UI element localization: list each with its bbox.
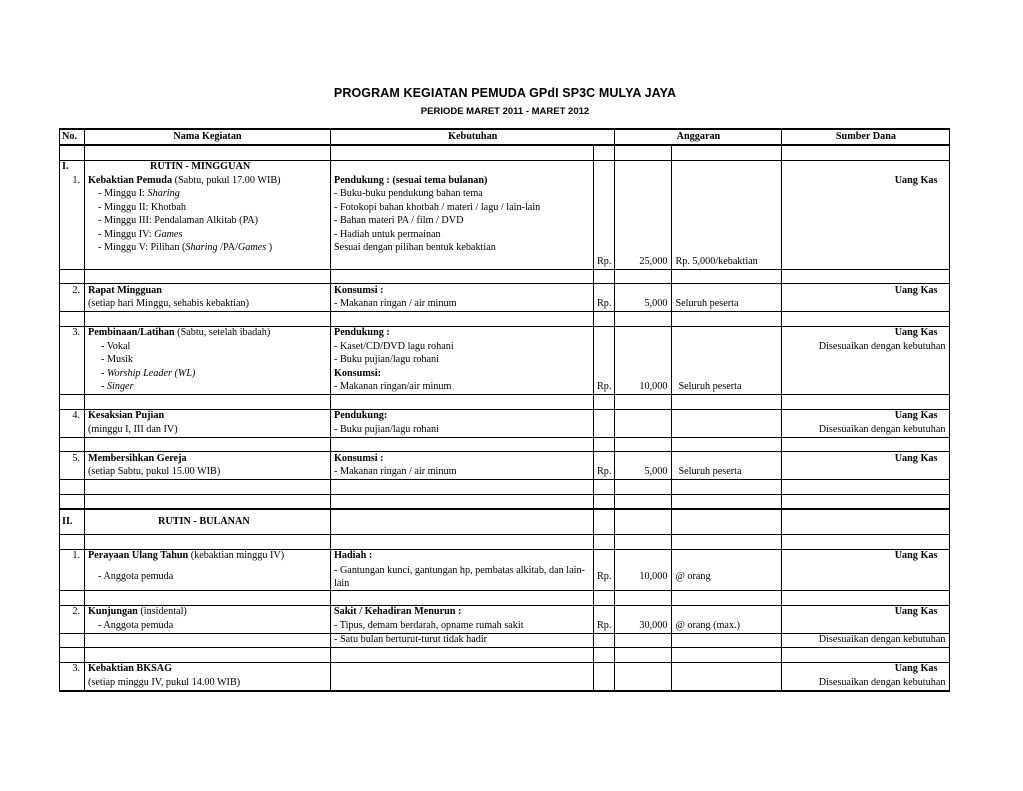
table-header-row [60, 129, 950, 145]
section-number: II. [60, 509, 85, 535]
fund-note: Disesuaikan dengan kebutuhan [782, 423, 950, 437]
need-item: - Buku-buku pendukung bahan tema [331, 188, 594, 202]
page-subtitle: PERIODE MARET 2011 - MARET 2012 [420, 106, 590, 117]
need-item: - Gantungan kunci, gantungan hp, pembatas alkitab, dan lain-lain [331, 563, 594, 591]
fund-source: Uang Kas [782, 605, 950, 619]
need-heading: Pendukung : [331, 326, 594, 340]
item-detail: (Sabtu, pukul 17.00 WIB) [172, 174, 281, 186]
currency: Rp. [594, 381, 615, 395]
sub-item: - Minggu V: Pilihan ( [98, 242, 186, 254]
amount-unit: Seluruh peserta [672, 466, 782, 480]
sub-item: - Vokal [101, 340, 131, 352]
table-row [60, 662, 950, 676]
need-item: - Buku pujian/lagu rohani [331, 354, 594, 368]
amount-unit: Seluruh peserta [672, 381, 782, 395]
section-number: I. [60, 160, 85, 174]
table-row [60, 605, 950, 619]
spacer-row [60, 269, 950, 284]
item-name: Kebaktian BKSAG [85, 662, 331, 676]
sub-item: - Minggu IV: [98, 228, 155, 240]
currency: Rp. [594, 619, 615, 633]
item-number: 3. [60, 662, 85, 676]
table-row [60, 409, 950, 423]
item-name: Kunjungan [88, 606, 138, 618]
spacer-row [60, 591, 950, 606]
item-number: 5. [60, 452, 85, 466]
amount-unit: @ orang [672, 563, 782, 591]
spacer-row [60, 395, 950, 410]
spacer-row [60, 480, 950, 495]
sub-item: ) [266, 242, 273, 254]
fund-source: Uang Kas [782, 326, 950, 340]
need-heading: Konsumsi: [331, 367, 594, 381]
item-sub: (setiap hari Minggu, sehabis kebaktian) [85, 298, 331, 312]
need-item: - Kaset/CD/DVD lagu rohani [331, 340, 594, 354]
table-row [60, 174, 950, 188]
table-row [60, 423, 950, 437]
item-name: Membersihkan Gereja [85, 452, 331, 466]
item-number: 2. [60, 284, 85, 298]
table-row [60, 381, 950, 395]
sub-item: - Minggu II: Khotbah [98, 201, 186, 213]
program-table [59, 128, 950, 692]
item-number: 2. [60, 605, 85, 619]
header-anggaran: Anggaran [615, 129, 782, 145]
table-row [60, 298, 950, 312]
table-row [60, 633, 950, 648]
need-heading: Konsumsi : [331, 452, 594, 466]
item-name: Kebaktian Pemuda [88, 174, 173, 186]
sub-item-italic: Sharing [147, 188, 180, 200]
sub-item: - Anggota pemuda [98, 570, 174, 582]
sub-item-italic: Sharing [185, 242, 218, 254]
item-number: 4. [60, 409, 85, 423]
table-row [60, 215, 950, 229]
spacer-row [60, 648, 950, 663]
item-name: Kesaksian Pujian [85, 409, 331, 423]
header-nama: Nama Kegiatan [85, 129, 331, 145]
need-item: - Buku pujian/lagu rohani [331, 423, 594, 437]
spacer-row [60, 494, 950, 509]
fund-source: Uang Kas [782, 409, 950, 423]
sub-item: - Musik [101, 354, 133, 366]
spacer-row [60, 145, 950, 160]
table-row [60, 452, 950, 466]
amount: 10,000 [615, 563, 672, 591]
need-item: - Makanan ringan / air minum [331, 298, 594, 312]
currency: Rp. [594, 298, 615, 312]
fund-source: Uang Kas [782, 549, 950, 563]
amount: 10,000 [615, 381, 672, 395]
need-heading: Hadiah : [331, 549, 594, 563]
currency: Rp. [594, 466, 615, 480]
header-no: No. [60, 129, 85, 145]
header-kebutuhan: Kebutuhan [331, 129, 615, 145]
table-row [60, 466, 950, 480]
amount-unit: Rp. 5,000/kebaktian [672, 255, 782, 269]
item-detail: (kebaktian minggu IV) [188, 550, 285, 562]
fund-source: Uang Kas [782, 662, 950, 676]
need-heading: Pendukung: [331, 409, 594, 423]
spacer-row [60, 535, 950, 550]
sub-item: - Singer [101, 381, 134, 393]
fund-note: Disesuaikan dengan kebutuhan [782, 676, 950, 691]
table-row [60, 242, 950, 256]
item-sub: (minggu I, III dan IV) [85, 423, 331, 437]
need-heading: Konsumsi : [331, 284, 594, 298]
item-number: 3. [60, 326, 85, 340]
fund-source: Uang Kas [782, 284, 950, 298]
amount-unit: @ orang (max.) [672, 619, 782, 633]
sub-item: /PA/ [217, 242, 238, 254]
sub-item: - Minggu I: [98, 188, 148, 200]
item-detail: (Sabtu, setelah ibadah) [174, 327, 271, 339]
table-row [60, 340, 950, 354]
need-item: - Satu bulan berturut-turut tidak hadir [331, 633, 594, 648]
header-sumber: Sumber Dana [782, 129, 950, 145]
sub-item-italic: Games [237, 242, 267, 254]
need-item: - Tipus, demam berdarah, opname rumah sakit [331, 619, 594, 633]
table-row [60, 188, 950, 202]
page-title: PROGRAM KEGIATAN PEMUDA GPdI SP3C MULYA JAYA [333, 86, 677, 100]
table-row [60, 228, 950, 242]
section-label: RUTIN - BULANAN [158, 516, 250, 527]
table-row [60, 284, 950, 298]
sub-item: - Worship Leader (WL) [101, 367, 196, 379]
spacer-row [60, 312, 950, 327]
section-row [60, 160, 950, 174]
amount-unit: Seluruh peserta [672, 298, 782, 312]
fund-note: Disesuaikan dengan kebutuhan [782, 340, 950, 354]
fund-source: Uang Kas [782, 452, 950, 466]
sub-item: - Anggota pemuda [98, 619, 174, 631]
table-row [60, 367, 950, 381]
item-sub: (setiap minggu IV, pukul 14.00 WIB) [85, 676, 331, 691]
amount: 30,000 [615, 619, 672, 633]
item-number: 1. [60, 549, 85, 563]
amount: 5,000 [615, 298, 672, 312]
need-item: - Bahan materi PA / film / DVD [331, 215, 594, 229]
need-item: - Fotokopi bahan khotbah / materi / lagu / lain-lain [331, 201, 594, 215]
table-row [60, 354, 950, 368]
currency: Rp. [594, 563, 615, 591]
table-row [60, 676, 950, 691]
table-row [60, 563, 950, 591]
need-item: - Makanan ringan/air minum [331, 381, 594, 395]
table-row [60, 255, 950, 269]
currency: Rp. [594, 255, 615, 269]
item-number: 1. [60, 174, 85, 188]
amount: 5,000 [615, 466, 672, 480]
sub-item-italic: Games [154, 228, 183, 240]
fund-note: Disesuaikan dengan kebutuhan [782, 633, 950, 648]
need-heading: Sakit / Kehadiran Menurun : [331, 605, 594, 619]
amount: 25,000 [615, 255, 672, 269]
item-name: Rapat Mingguan [85, 284, 331, 298]
need-item: Sesuai dengan pilihan bentuk kebaktian [331, 242, 594, 256]
table-row [60, 201, 950, 215]
section-row [60, 509, 950, 535]
fund-source: Uang Kas [782, 174, 950, 188]
need-heading: Pendukung : (sesuai tema bulanan) [331, 174, 594, 188]
item-sub: (setiap Sabtu, pukul 15.00 WIB) [85, 466, 331, 480]
item-name: Pembinaan/Latihan [88, 327, 175, 339]
item-name: Perayaan Ulang Tahun [88, 550, 189, 562]
sub-item: - Minggu III: Pendalaman Alkitab (PA) [98, 215, 259, 227]
table-row [60, 549, 950, 563]
need-item: - Makanan ringan / air minum [331, 466, 594, 480]
need-item: - Hadiah untuk permainan [331, 228, 594, 242]
table-row [60, 326, 950, 340]
table-row [60, 619, 950, 633]
item-detail: (insidental) [137, 606, 187, 618]
spacer-row [60, 437, 950, 452]
section-label: RUTIN - MINGGUAN [150, 161, 251, 173]
